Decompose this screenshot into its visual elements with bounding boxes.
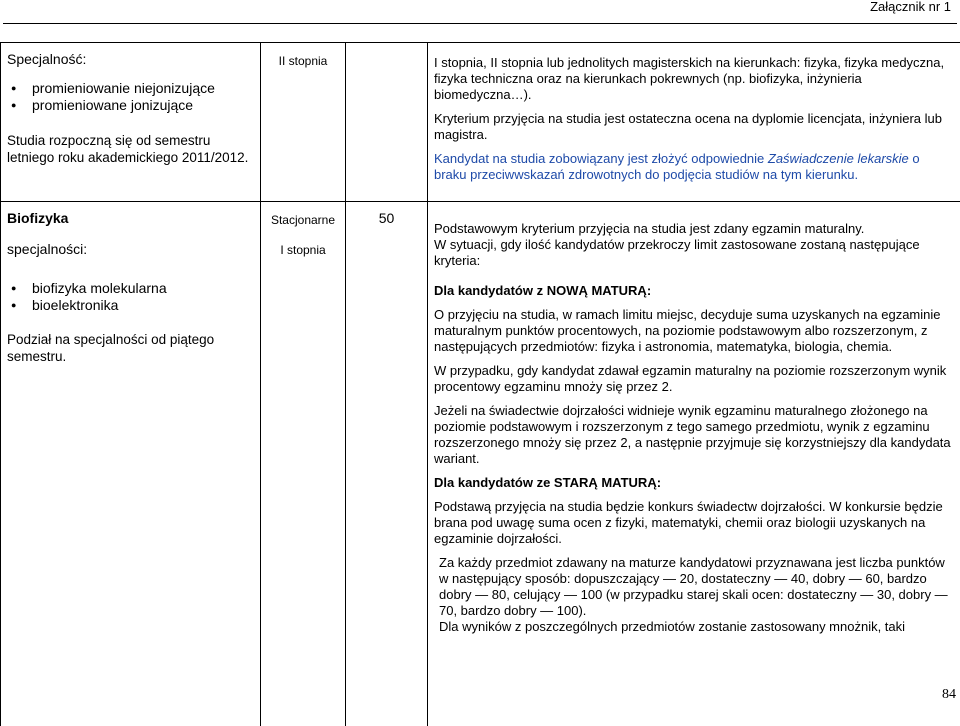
- specialty-heading: specjalności:: [7, 241, 254, 258]
- specialty-list: [7, 80, 254, 114]
- page-number: 84: [942, 687, 956, 703]
- criteria-paragraph: Podstawą przyjęcia na studia będzie konkurs świadectw dojrzałości. W konkursie będzie brana pod uwagę suma ocen z fizyki, matematyki, chemii oraz biologii uzyskanych na egzaminie dojrzałości.: [434, 499, 954, 547]
- criteria-cell: [428, 202, 960, 726]
- attachment-label: Załącznik nr 1: [870, 0, 951, 14]
- study-programs-table: [0, 42, 960, 726]
- list-item: ● bioelektronika: [32, 297, 254, 314]
- header-rule: [3, 23, 957, 24]
- list-item: ● promieniowanie niejonizujące: [32, 80, 254, 97]
- text-span: zobowiązany jest złożyć odpowiednie: [545, 151, 768, 166]
- table-row: [1, 43, 960, 202]
- list-item: ● biofizyka molekularna: [32, 280, 254, 297]
- specialty-heading: Specjalność:: [7, 51, 254, 68]
- limit-value: 50: [379, 210, 395, 226]
- criteria-cell: [428, 43, 960, 202]
- candidate-link[interactable]: Kandydat na studia: [434, 151, 545, 166]
- criteria-paragraph: W przypadku, gdy kandydat zdawał egzamin maturalny na poziomie rozszerzonym wynik procentowy egzaminu mnoży się przez 2.: [434, 363, 954, 395]
- criteria-paragraph: [434, 151, 954, 183]
- section-heading: Dla kandydatów ze STARĄ MATURĄ:: [434, 475, 954, 491]
- level-text: I stopnia: [261, 242, 345, 258]
- table-row: [1, 202, 960, 726]
- program-title: Biofizyka: [7, 210, 254, 227]
- criteria-paragraph: Kryterium przyjęcia na studia jest ostateczna ocena na dyplomie licencjata, inżyniera lub magistra.: [434, 111, 954, 143]
- criteria-paragraph: Jeżeli na świadectwie dojrzałości widnieje wynik egzaminu maturalnego złożonego na poziomie podstawowym i rozszerzonym z tego samego przedmiotu, wynik z egzaminu rozszerzonego mnoży się przez 2, a następnie przyjmuje się korzystniejszy dla kandydata wariant.: [434, 403, 954, 467]
- criteria-paragraph: Podstawowym kryterium przyjęcia na studia jest zdany egzamin maturalny.: [434, 221, 954, 237]
- start-note: Studia rozpoczną się od semestru letniego roku akademickiego 2011/2012.: [7, 132, 254, 166]
- list-item: ● promieniowane jonizujące: [32, 97, 254, 114]
- criteria-paragraph: W sytuacji, gdy ilość kandydatów przekroczy limit zastosowane zostaną następujące kryteria:: [434, 237, 954, 269]
- criteria-paragraph: I stopnia, II stopnia lub jednolitych magisterskich na kierunkach: fizyka, fizyka medyczna, fizyka techniczna oraz na kierunkach pokrewnych (np. biofizyka, inżynieria biomedyczna…).: [434, 55, 954, 103]
- specialty-list: [7, 280, 254, 314]
- limit-cell: [346, 202, 428, 726]
- medical-certificate-text: Zaświadczenie lekarskie: [768, 151, 909, 166]
- criteria-paragraph: O przyjęciu na studia, w ramach limitu miejsc, decyduje suma uzyskanych na egzaminie maturalnym punktów procentowych, na poziomie podstawowym albo rozszerzonym, z następujących przedmiotów: fizyka i astronomia, matematyka, biologia, chemia.: [434, 307, 954, 355]
- mode-text: Stacjonarne: [261, 212, 345, 228]
- program-cell: [1, 43, 261, 202]
- criteria-paragraph: Za każdy przedmiot zdawany na maturze kandydatowi przyznawana jest liczba punktów w następujący sposób: dopuszczający — 20, dostateczny — 40, dobry — 60, bardzo dobry — 80, celujący — 100 (w przypadku starej skali ocen: dostateczny — 30, dobry — 70, bardzo dobry — 100).: [434, 555, 954, 619]
- text-span: o braku przeciwwskazań zdrowotnych do podjęcia studiów na tym kierunku.: [434, 151, 920, 182]
- program-cell: [1, 202, 261, 726]
- level-cell: [261, 43, 346, 202]
- level-text: II stopnia: [279, 54, 328, 68]
- criteria-paragraph: Dla wyników z poszczególnych przedmiotów zostanie zastosowany mnożnik, taki: [434, 619, 954, 635]
- mode-cell: [261, 202, 346, 726]
- section-heading: Dla kandydatów z NOWĄ MATURĄ:: [434, 283, 954, 299]
- division-note: Podział na specjalności od piątego semestru.: [7, 331, 254, 365]
- limit-cell: [346, 43, 428, 202]
